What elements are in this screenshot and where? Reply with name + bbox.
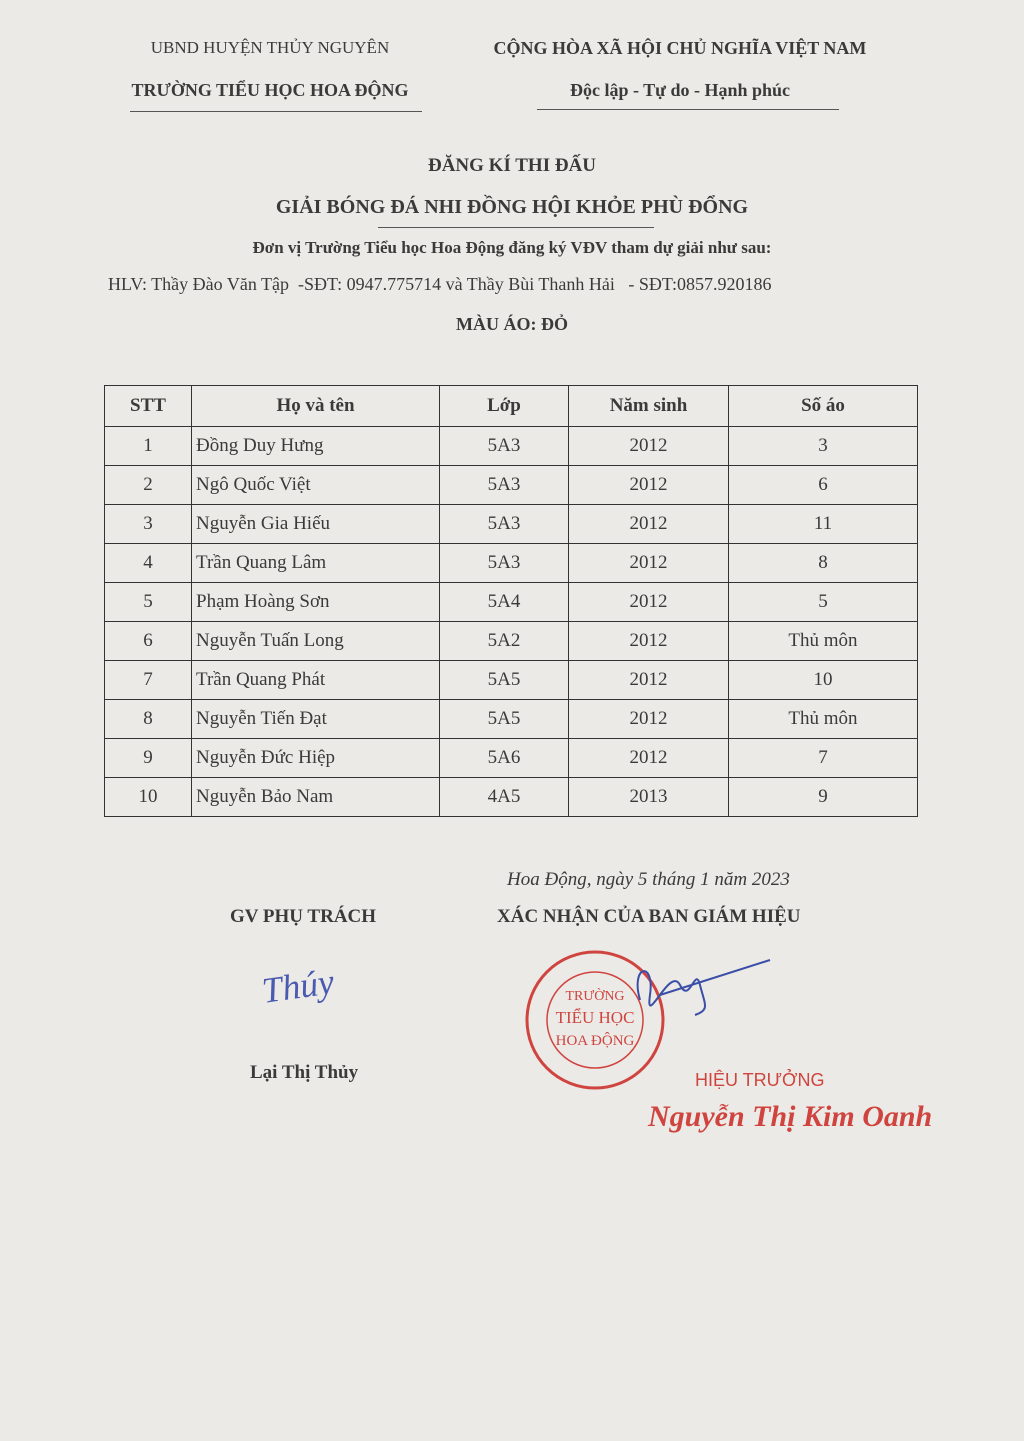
shirt-number-cell: 3 <box>729 427 918 466</box>
divider <box>378 227 654 228</box>
table-row <box>105 661 918 700</box>
name-cell: Nguyễn Tiến Đạt <box>192 700 440 739</box>
birth-year-cell: 2012 <box>569 622 729 661</box>
agency-name: UBND HUYỆN THỦY NGUYÊN <box>150 38 390 57</box>
class-cell: 5A3 <box>440 427 569 466</box>
principal-signature <box>600 955 780 1025</box>
principal-name: Nguyễn Thị Kim Oanh <box>648 1100 933 1133</box>
shirt-number-cell: Thủ môn <box>729 622 918 661</box>
class-cell: 5A3 <box>440 505 569 544</box>
table-row <box>105 427 918 466</box>
table-row <box>105 505 918 544</box>
date-line: Hoa Động, ngày 5 tháng 1 năm 2023 <box>507 869 790 890</box>
shirt-number-cell: 7 <box>729 739 918 778</box>
divider <box>537 109 839 110</box>
shirt-number-cell: 8 <box>729 544 918 583</box>
class-cell: 5A6 <box>440 739 569 778</box>
svg-text:TRƯỜNG: TRƯỜNG <box>565 989 625 1004</box>
teacher-name: Lại Thị Thủy <box>250 1062 359 1083</box>
stt-cell: 1 <box>105 427 192 466</box>
svg-text:HOA ĐỘNG: HOA ĐỘNG <box>555 1033 635 1049</box>
class-cell: 5A5 <box>440 700 569 739</box>
birth-year-cell: 2013 <box>569 778 729 817</box>
table-row <box>105 778 918 817</box>
name-cell: Nguyễn Bảo Nam <box>192 778 440 817</box>
tournament-name: GIẢI BÓNG ĐÁ NHI ĐỒNG HỘI KHỎE PHÙ ĐỔNG <box>275 196 749 218</box>
class-cell: 5A3 <box>440 466 569 505</box>
col-name: Họ và tên <box>192 386 440 427</box>
birth-year-cell: 2012 <box>569 700 729 739</box>
teacher-signature: Thúy <box>259 961 337 1011</box>
table-row <box>105 583 918 622</box>
shirt-number-cell: 10 <box>729 661 918 700</box>
birth-year-cell: 2012 <box>569 466 729 505</box>
divider <box>130 111 422 112</box>
shirt-number-cell: 9 <box>729 778 918 817</box>
stt-cell: 10 <box>105 778 192 817</box>
birth-year-cell: 2012 <box>569 505 729 544</box>
table-row <box>105 544 918 583</box>
intro-line: Đơn vị Trường Tiểu học Hoa Động đăng ký VĐV tham dự giải như sau: <box>252 238 772 257</box>
left-role: GV PHỤ TRÁCH <box>230 906 377 927</box>
class-cell: 5A4 <box>440 583 569 622</box>
right-role: XÁC NHẬN CỦA BAN GIÁM HIỆU <box>497 906 801 927</box>
birth-year-cell: 2012 <box>569 544 729 583</box>
name-cell: Ngô Quốc Việt <box>192 466 440 505</box>
stt-cell: 7 <box>105 661 192 700</box>
table-row <box>105 466 918 505</box>
table-header-row <box>105 386 918 427</box>
name-cell: Trần Quang Phát <box>192 661 440 700</box>
birth-year-cell: 2012 <box>569 661 729 700</box>
table-row <box>105 739 918 778</box>
shirt-number-cell: Thủ môn <box>729 700 918 739</box>
col-birth-year: Năm sinh <box>569 386 729 427</box>
name-cell: Nguyễn Gia Hiếu <box>192 505 440 544</box>
birth-year-cell: 2012 <box>569 427 729 466</box>
class-cell: 5A5 <box>440 661 569 700</box>
motto: Độc lập - Tự do - Hạnh phúc <box>569 80 791 100</box>
country-name: CỘNG HÒA XÃ HỘI CHỦ NGHĨA VIỆT NAM <box>493 38 867 58</box>
stt-cell: 3 <box>105 505 192 544</box>
shirt-number-cell: 11 <box>729 505 918 544</box>
principal-title: HIỆU TRƯỞNG <box>695 1070 825 1090</box>
school-name: TRƯỜNG TIỂU HỌC HOA ĐỘNG <box>131 80 409 100</box>
class-cell: 5A2 <box>440 622 569 661</box>
doc-title: ĐĂNG KÍ THI ĐẤU <box>427 155 597 176</box>
col-shirt-number: Số áo <box>729 386 918 427</box>
class-cell: 4A5 <box>440 778 569 817</box>
birth-year-cell: 2012 <box>569 739 729 778</box>
table-row <box>105 622 918 661</box>
stt-cell: 4 <box>105 544 192 583</box>
shirt-number-cell: 6 <box>729 466 918 505</box>
col-class: Lớp <box>440 386 569 427</box>
stt-cell: 6 <box>105 622 192 661</box>
name-cell: Phạm Hoàng Sơn <box>192 583 440 622</box>
birth-year-cell: 2012 <box>569 583 729 622</box>
svg-text:TIỂU HỌC: TIỂU HỌC <box>555 1008 635 1027</box>
coaches-line: HLV: Thầy Đào Văn Tập -SĐT: 0947.775714 và Thầy Bùi Thanh Hải - SĐT:0857.920186 <box>108 274 772 294</box>
name-cell: Trần Quang Lâm <box>192 544 440 583</box>
stt-cell: 9 <box>105 739 192 778</box>
player-table <box>104 385 918 817</box>
name-cell: Nguyễn Tuấn Long <box>192 622 440 661</box>
stt-cell: 8 <box>105 700 192 739</box>
table-row <box>105 700 918 739</box>
stt-cell: 2 <box>105 466 192 505</box>
shirt-number-cell: 5 <box>729 583 918 622</box>
shirt-color: MÀU ÁO: ĐỎ <box>456 314 568 334</box>
stt-cell: 5 <box>105 583 192 622</box>
name-cell: Nguyễn Đức Hiệp <box>192 739 440 778</box>
class-cell: 5A3 <box>440 544 569 583</box>
col-stt: STT <box>105 386 192 427</box>
name-cell: Đồng Duy Hưng <box>192 427 440 466</box>
